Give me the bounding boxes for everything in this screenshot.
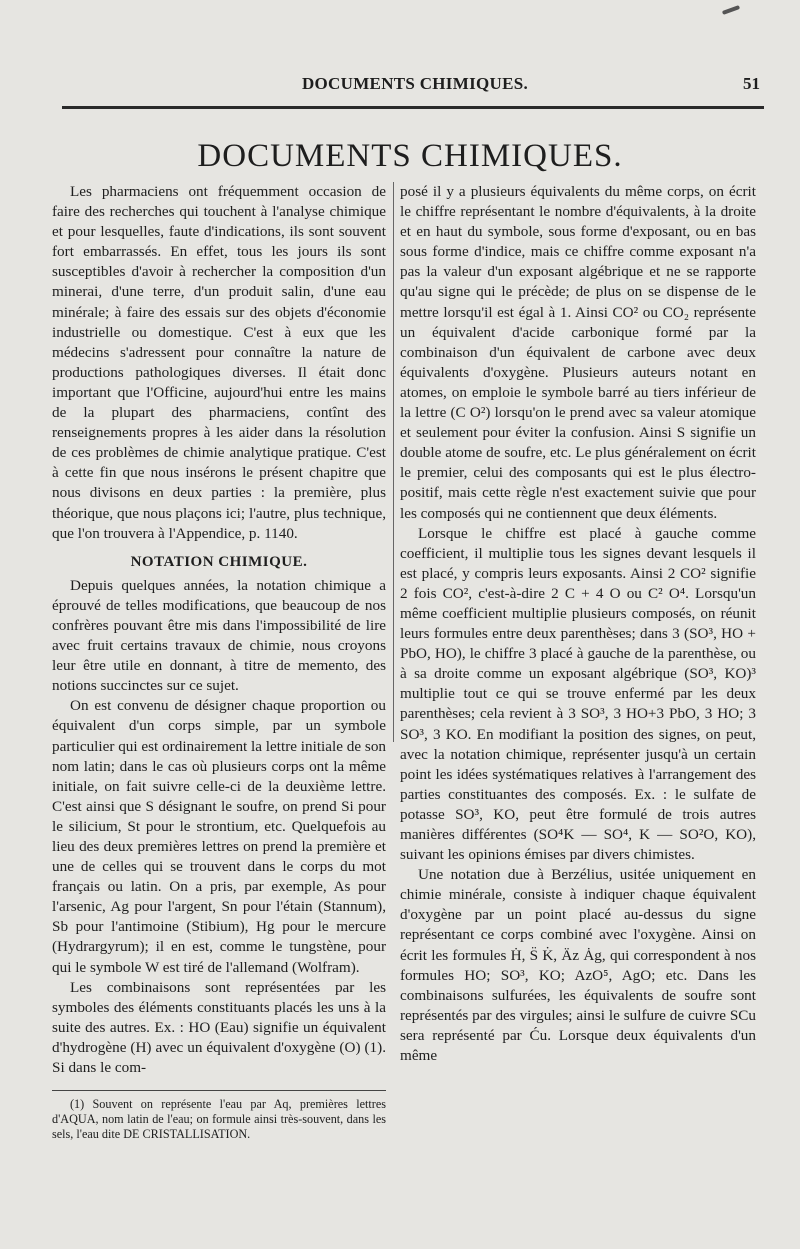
column-divider: [393, 182, 394, 742]
page-number: 51: [743, 74, 760, 93]
running-head-title: DOCUMENTS CHIMIQUES.: [301, 74, 529, 93]
paragraph: On est convenu de désigner chaque proportion ou équivalent d'un corps simple, par un symbole particulier qui est ordinairement la lettre initiale de son nom latin; dans le cas où plusieurs corps ont la même initiale, on fait suivre celle-ci de la deuxième lettre. C'est ainsi que S désignant le soufre, on prend Si pour le silicium, St pour le strontium, etc. Quelquefois au lieu des deux premières lettres on prend la première et une de celles qui se trouvent dans le corps du mot français ou latin. On a pris, par exemple, As pour l'arsenic, Ag pour l'argent, Sn pour l'étain (Stannum), Sb pour l'antimoine (Stibium), Hg pour le mercure (Hydrargyrum); il en est, comme le tungstène, pour qui le symbole W est tiré de l'allemand (Wolfram).: [52, 697, 387, 976]
chapter-title: DOCUMENTS CHIMIQUES.: [197, 138, 623, 174]
paragraph: posé il y a plusieurs équivalents du même corps, on écrit le chiffre représentant le nombre d'équivalents, à la droite et en haut du symbole, sous forme d'exposant, ou en bas sous forme d'indice, mais ce chiffre comme exposant n'a pas la valeur d'un exposant algébrique et ne se rapporte qu'au signe qui le précède; de plus on se dispense de le mettre lorsqu'il est égal à 1. Ainsi CO² ou CO₂ représente un équivalent d'acide carbonique formé par la combinaison d'un équivalent de carbone avec deux équivalents d'oxygène. Plusieurs auteurs notant en atomes, on emploie le symbole barré au tiers inférieur de la lettre (C O²) lorsqu'on le prend avec sa valeur atomique et seulement pour éviter la confusion. Ainsi S signifie un double atome de soufre, etc. Le plus généralement on écrit le premier, celui des composants qui est le plus électro-positif, mais cette règle n'est exactement suivie que pour les composés qui ne contiennent que deux éléments.: [400, 183, 756, 522]
intro-paragraph: Les pharmaciens ont fréquemment occasion de faire des recherches qui touchent à l'analyse chimique et pour lesquelles, faute d'indications, ils sont souvent fort embarrassés. En effet, tous les jours ils sont susceptibles d'avoir à rechercher la composition d'un minerai, d'une terre, d'un produit salin, d'une eau minérale; à faire des essais sur des objets d'économie industrielle ou domestique. C'est à eux que les médecins s'adressent pour connaître la nature de productions pathologiques diverses. Il était donc important que l'Officine, aujourd'hui entre les mains de la plupart des pharmaciens, contînt des renseignements propres à les aider dans la résolution de ces problèmes de chimie analytique pratique. C'est à cette fin que nous insérons le présent chapitre que nous divisons en deux parties : la première, plus théorique, que nous plaçons ici; l'autre, plus technique, que l'on trouvera à l'Appendice, p. 1140.: [52, 183, 386, 542]
right-column: [400, 182, 756, 1066]
header-rule: [62, 106, 764, 109]
running-head: [70, 74, 760, 98]
paragraph: Les combinaisons sont représentées par les symboles des éléments constituants placés les uns à la suite des autres. Ex. : HO (Eau) signifie un équivalent d'hydrogène (H) avec un équivalent d'oxygène (O) (1). Si dans le com-: [52, 978, 386, 1077]
left-column: [52, 182, 386, 1142]
footnote-rule: [52, 1090, 386, 1091]
ink-mark: [722, 5, 740, 15]
paragraph: Une notation due à Berzélius, usitée uniquement en chimie minérale, consiste à indiquer chaque équivalent d'oxygène par un point placé au-dessus du signe représentant ce corps combiné avec l'oxygène. Ainsi on écrit les formules Ḣ, S̈ K̇, Äz Ȧg, qui correspondent à nos formules HO; SO³, KO; AzO⁵, AgO; etc. Dans les combinaisons sulfurées, les équivalents de soufre sont représentés par des virgules; ainsi le sulfure de cuivre SCu sera représenté par Ću. Lorsque deux équivalents d'un même: [400, 866, 756, 1065]
paragraph: Lorsque le chiffre est placé à gauche comme coefficient, il multiplie tous les signes devant lesquels il est placé, y compris leurs exposants. Ainsi 2 CO² signifie 2 fois CO², c'est-à-dire 2 C + 4 O ou C² O⁴. Lorsqu'un même coefficient multiplie plusieurs composés, on réunit leurs formules entre deux parenthèses; dans 3 (SO³, HO + PbO, HO), le chiffre 3 placé à gauche de la parenthèse, ou à sa droite comme un exposant algébrique (SO³, KO)³ multiplie tout ce qui se trouve enfermé par les deux parenthèses; cela revient à 3 SO³, 3 HO+3 PbO, 3 HO; 3 SO³, 3 KO. En modifiant la position des signes, on peut, avec la notation chimique, représenter jusqu'à un certain point les idées systématiques relatives à l'arrangement des parties constituantes des composés. Ex. : le sulfate de potasse SO³, KO, peut être formulé de trois autres manières différentes (SO⁴K — SO⁴, K — SO²O, KO), suivant les opinions émises par divers chimistes.: [400, 524, 756, 864]
section-heading: NOTATION CHIMIQUE.: [130, 553, 308, 570]
paragraph: Depuis quelques années, la notation chimique a éprouvé de telles modifications, que beaucoup de nos confrères pouvant être mis dans l'impossibilité de lire avec fruit certains travaux de chimie, nous croyons leur être utile en donnant, à titre de memento, des notions succinctes sur ce sujet.: [52, 576, 386, 695]
footnote: (1) Souvent on représente l'eau par Aq, premières lettres d'AQUA, nom latin de l'eau; on formule ainsi très-souvent, dans les sels, l'eau dite DE CRISTALLISATION.: [52, 1097, 386, 1142]
